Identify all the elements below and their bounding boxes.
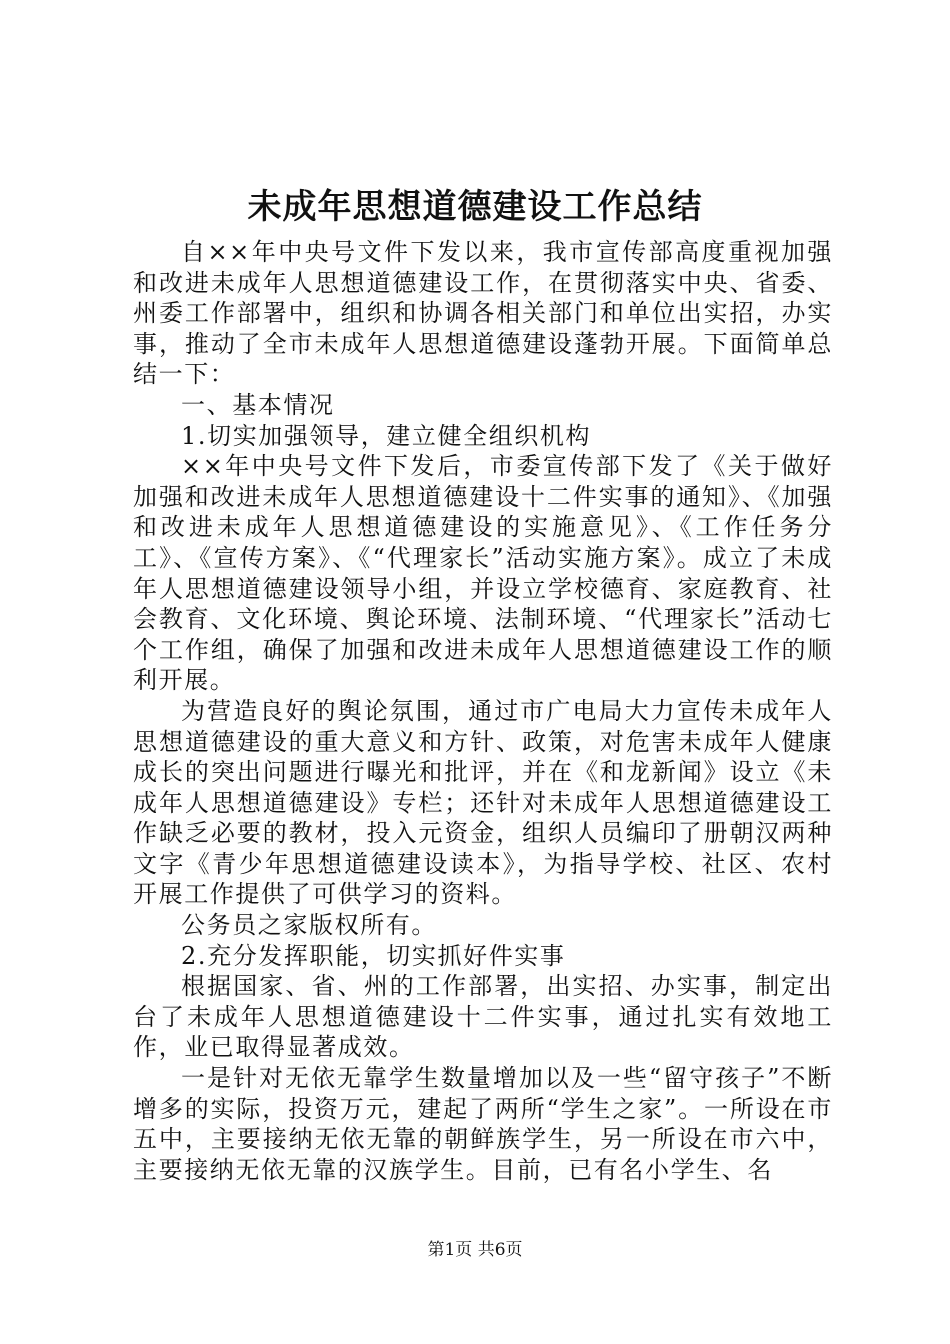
document-title: 未成年思想道德建设工作总结 <box>247 187 703 227</box>
page-footer: 第1页 共6页 <box>427 1240 523 1260</box>
document-body <box>133 237 833 1185</box>
subheading-leadership: 1.切实加强领导，建立健全组织机构 <box>181 421 592 450</box>
section-heading-basic-situation: 一、基本情况 <box>181 390 335 419</box>
paragraph-intro: 自××年中央号文件下发以来，我市宣传部高度重视加强和改进未成年人思想道德建设工作，在贯彻落实中央、省委、州委工作部署中，组织和协调各相关部门和单位出实招，办实事，推动了全市未成年人思想道德建设蓬勃开展。下面简单总结一下： <box>133 238 833 389</box>
paragraph-deployment: 根据国家、省、州的工作部署，出实招、办实事，制定出台了未成年人思想道德建设十二件实事，通过扎实有效地工作，业已取得显著成效。 <box>133 972 833 1062</box>
paragraph-organization: ××年中央号文件下发后，市委宣传部下发了《关于做好加强和改进未成年人思想道德建设十二件实事的通知》、《加强和改进未成年人思想道德建设的实施意见》、《工作任务分工》、《宣传方案》、《“代理家长”活动实施方案》。成立了未成年人思想道德建设领导小组，并设立学校德育、家庭教育、社会教育、文化环境、舆论环境、法制环境、“代理家长”活动七个工作组，确保了加强和改进未成年人思想道德建设工作的顺利开展。 <box>133 452 833 695</box>
paragraph-publicity: 为营造良好的舆论氛围，通过市广电局大力宣传未成年人思想道德建设的重大意义和方针、政策，对危害未成年人健康成长的突出问题进行曝光和批评，并在《和龙新闻》设立《未成年人思想道德建设》专栏；还针对未成年人思想道德建设工作缺乏必要的教材，投入元资金，组织人员编印了册朝汉两种文字《青少年思想道德建设读本》，为指导学校、社区、农村开展工作提供了可供学习的资料。 <box>133 696 833 909</box>
subheading-functions: 2.充分发挥职能，切实抓好件实事 <box>181 941 566 970</box>
paragraph-copyright-note: 公务员之家版权所有。 <box>181 911 437 940</box>
paragraph-student-home: 一是针对无依无靠学生数量增加以及一些“留守孩子”不断增多的实际，投资万元，建起了两所“学生之家”。一所设在市五中，主要接纳无依无靠的朝鲜族学生，另一所设在市六中，主要接纳无依无靠的汉族学生。目前，已有名小学生、名 <box>133 1064 833 1184</box>
